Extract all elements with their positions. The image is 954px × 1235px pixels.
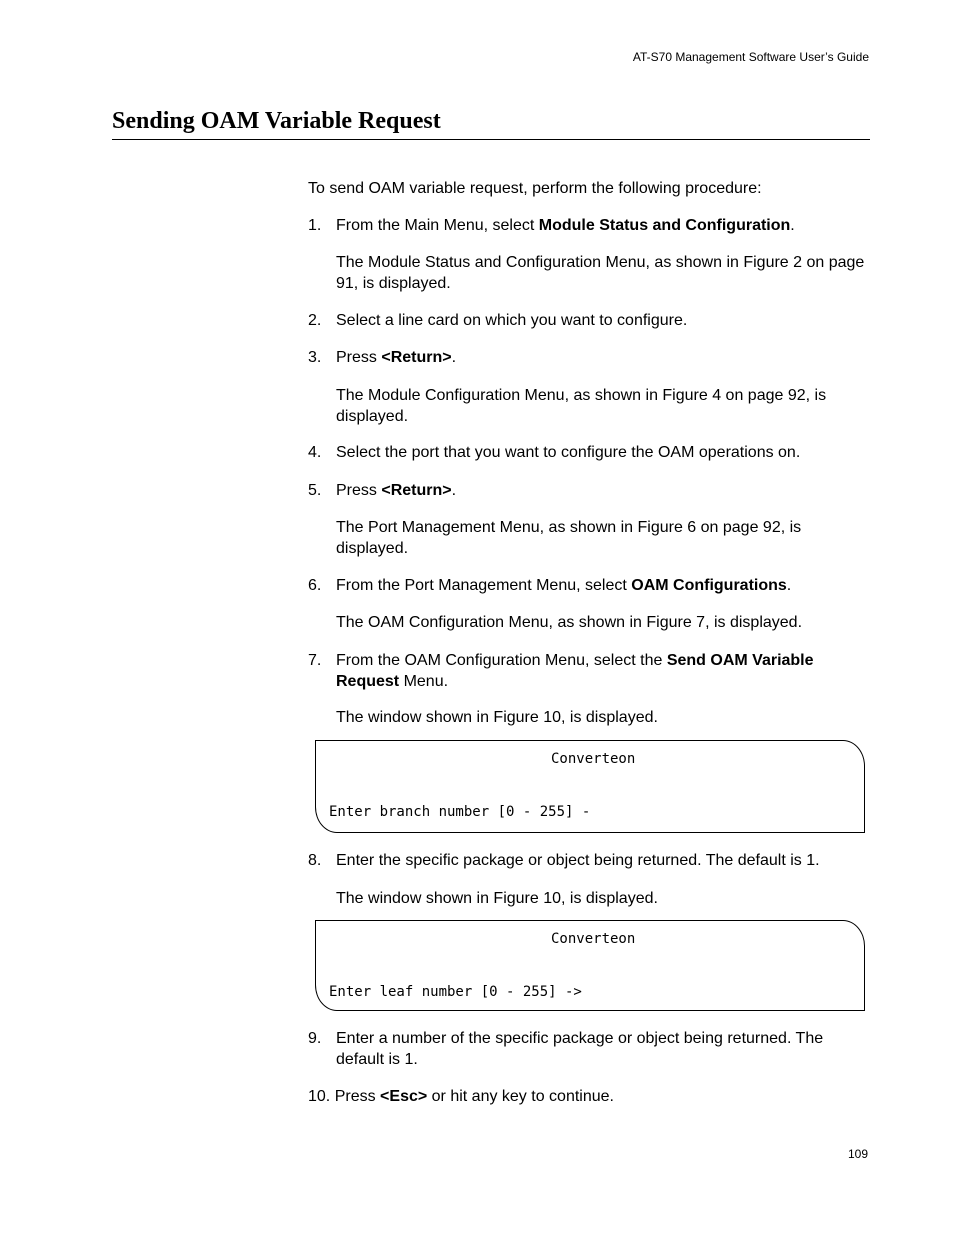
step-9 xyxy=(308,1028,868,1070)
terminal-window-leaf xyxy=(315,920,865,1011)
step-8 xyxy=(308,850,868,871)
step-7-result: The window shown in Figure 10, is displayed. xyxy=(336,709,658,726)
page-number: 109 xyxy=(847,1147,868,1161)
step-10 xyxy=(308,1086,868,1107)
step-number: 6. xyxy=(308,577,322,594)
terminal-title: Converteon xyxy=(551,931,636,947)
running-header: AT-S70 Management Software User’s Guide xyxy=(632,50,869,64)
step-3-result: The Module Configuration Menu, as shown in Figure 4 on page 92, is displayed. xyxy=(336,387,827,425)
step-text: Enter the specific package or object being returned. The default is 1. xyxy=(336,852,820,869)
step-6-result: The OAM Configuration Menu, as shown in Figure 7, is displayed. xyxy=(336,614,803,631)
terminal-prompt: Enter leaf number [0 - 255] -> xyxy=(329,984,582,1000)
terminal-title: Converteon xyxy=(551,751,636,767)
step-7 xyxy=(308,650,868,692)
step-number: 7. xyxy=(308,652,322,669)
intro-paragraph: To send OAM variable request, perform the following procedure: xyxy=(308,180,762,197)
step-5-result: The Port Management Menu, as shown in Figure 6 on page 92, is displayed. xyxy=(336,519,802,557)
step-text: 10. Press <Esc> or hit any key to continue. xyxy=(308,1088,614,1105)
step-number: 2. xyxy=(308,312,322,329)
terminal-window-branch xyxy=(315,740,865,833)
step-number: 9. xyxy=(308,1030,322,1047)
step-text: From the OAM Configuration Menu, select the Send OAM Variable Request Menu. xyxy=(336,652,814,690)
terminal-prompt: Enter branch number [0 - 255] - xyxy=(329,804,591,820)
step-8-result: The window shown in Figure 10, is displayed. xyxy=(336,890,658,907)
section-title: Sending OAM Variable Request xyxy=(112,108,441,134)
step-1 xyxy=(308,215,868,236)
step-2 xyxy=(308,310,868,331)
step-3 xyxy=(308,347,868,368)
step-text: Select a line card on which you want to configure. xyxy=(336,312,688,329)
step-5 xyxy=(308,480,868,501)
step-text: From the Port Management Menu, select OAM Configurations. xyxy=(336,577,792,594)
step-number: 3. xyxy=(308,349,322,366)
step-6 xyxy=(308,575,868,596)
title-rule xyxy=(112,139,870,140)
step-number: 1. xyxy=(308,217,322,234)
step-1-result: The Module Status and Configuration Menu, as shown in Figure 2 on page 91, is displayed. xyxy=(336,254,865,292)
step-text: Select the port that you want to configure the OAM operations on. xyxy=(336,444,801,461)
step-text: From the Main Menu, select Module Status and Configuration. xyxy=(336,217,795,234)
step-text: Press <Return>. xyxy=(336,482,457,499)
step-number: 4. xyxy=(308,444,322,461)
step-text: Enter a number of the specific package or object being returned. The default is 1. xyxy=(336,1030,824,1068)
step-number: 5. xyxy=(308,482,322,499)
step-4 xyxy=(308,442,868,463)
step-text: Press <Return>. xyxy=(336,349,457,366)
step-number: 8. xyxy=(308,852,322,869)
